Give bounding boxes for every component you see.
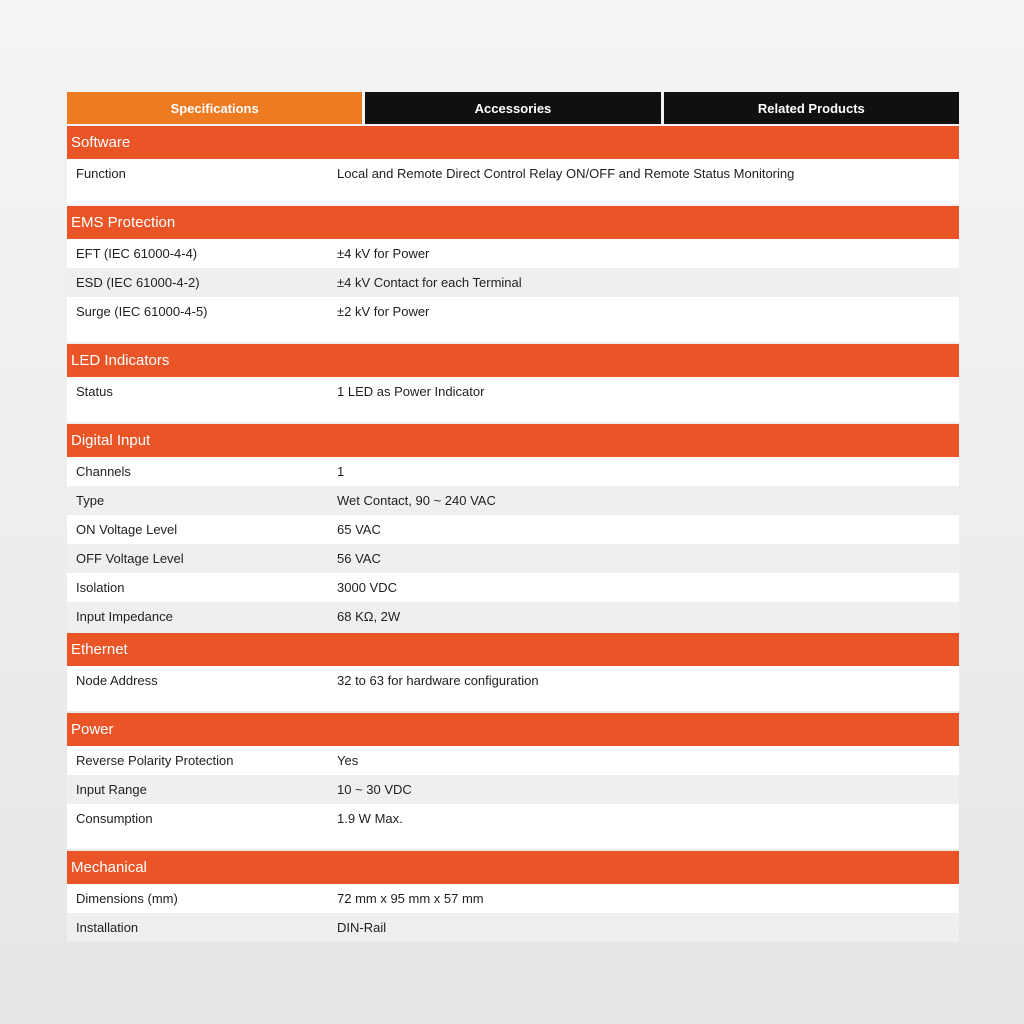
section-spacer — [67, 695, 959, 711]
spec-value: ±2 kV for Power — [337, 304, 430, 319]
spec-row — [67, 884, 959, 913]
section-led-indicators — [67, 344, 959, 422]
spec-row — [67, 573, 959, 602]
spec-value: 3000 VDC — [337, 580, 397, 595]
spec-sections — [67, 126, 959, 942]
spec-row — [67, 913, 959, 942]
spec-row — [67, 377, 959, 406]
spec-label: Input Impedance — [76, 609, 173, 624]
spec-row — [67, 239, 959, 268]
spec-value: 10 ~ 30 VDC — [337, 782, 412, 797]
tab-accessories[interactable]: Accessories — [365, 92, 660, 124]
spec-label: Channels — [76, 464, 131, 479]
section-mechanical — [67, 851, 959, 942]
section-header: Software — [67, 126, 959, 159]
spec-value: ±4 kV Contact for each Terminal — [337, 275, 522, 290]
spec-label: Surge (IEC 61000-4-5) — [76, 304, 208, 319]
spec-label: ESD (IEC 61000-4-2) — [76, 275, 200, 290]
section-header: Ethernet — [67, 633, 959, 666]
section-spacer — [67, 406, 959, 422]
section-software — [67, 126, 959, 204]
spec-value: Local and Remote Direct Control Relay ON/OFF and Remote Status Monitoring — [337, 166, 795, 181]
spec-value: Yes — [337, 753, 359, 768]
tab-bar — [67, 92, 959, 124]
section-ethernet — [67, 633, 959, 711]
spec-value: DIN-Rail — [337, 920, 387, 935]
section-header: Digital Input — [67, 424, 959, 457]
section-header: Mechanical — [67, 851, 959, 884]
spec-label: Function — [76, 166, 126, 181]
spec-label: EFT (IEC 61000-4-4) — [76, 246, 198, 261]
spec-value: 32 to 63 for hardware configuration — [337, 673, 539, 688]
spec-row — [67, 159, 959, 188]
spec-value: 56 VAC — [337, 551, 381, 566]
spec-value: 72 mm x 95 mm x 57 mm — [337, 891, 484, 906]
spec-row — [67, 775, 959, 804]
spec-row — [67, 486, 959, 515]
spec-value: 68 KΩ, 2W — [337, 609, 401, 624]
spec-row — [67, 268, 959, 297]
spec-panel — [67, 92, 959, 942]
spec-row — [67, 297, 959, 326]
spec-row — [67, 457, 959, 486]
section-spacer — [67, 833, 959, 849]
spec-value: 65 VAC — [337, 522, 381, 537]
spec-label: Isolation — [76, 580, 125, 595]
spec-label: Reverse Polarity Protection — [76, 753, 234, 768]
spec-label: Status — [76, 384, 113, 399]
spec-label: Type — [76, 493, 105, 508]
section-power — [67, 713, 959, 849]
spec-row — [67, 746, 959, 775]
spec-label: OFF Voltage Level — [76, 551, 184, 566]
section-header: EMS Protection — [67, 206, 959, 239]
spec-row — [67, 602, 959, 631]
section-digital-input — [67, 424, 959, 631]
spec-label: Input Range — [76, 782, 147, 797]
spec-row — [67, 544, 959, 573]
spec-row — [67, 666, 959, 695]
spec-value: 1.9 W Max. — [337, 811, 403, 826]
spec-value: 1 — [337, 464, 345, 479]
spec-label: Node Address — [76, 673, 158, 688]
spec-row — [67, 804, 959, 833]
spec-label: ON Voltage Level — [76, 522, 178, 537]
spec-label: Consumption — [76, 811, 153, 826]
spec-label: Dimensions (mm) — [76, 891, 178, 906]
spec-row — [67, 515, 959, 544]
spec-value: Wet Contact, 90 ~ 240 VAC — [337, 493, 496, 508]
spec-label: Installation — [76, 920, 139, 935]
tab-specifications[interactable]: Specifications — [67, 92, 362, 124]
tab-related-products[interactable]: Related Products — [664, 92, 959, 124]
section-spacer — [67, 188, 959, 204]
section-header: LED Indicators — [67, 344, 959, 377]
section-ems-protection — [67, 206, 959, 342]
section-spacer — [67, 326, 959, 342]
spec-value: ±4 kV for Power — [337, 246, 430, 261]
spec-value: 1 LED as Power Indicator — [337, 384, 485, 399]
section-header: Power — [67, 713, 959, 746]
